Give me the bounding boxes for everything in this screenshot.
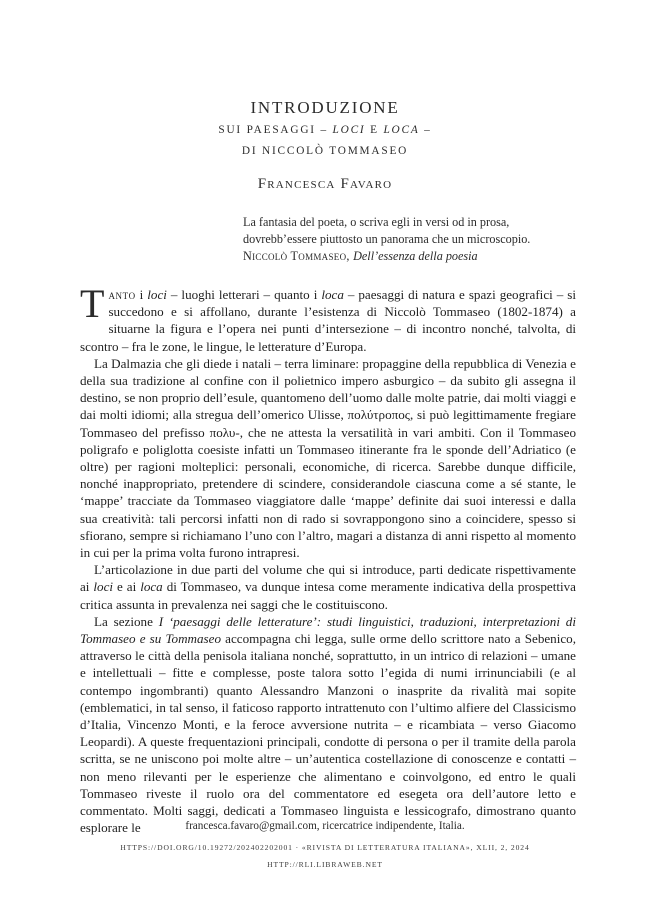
drop-cap: T [80,281,105,326]
epigraph [243,214,603,265]
author-footnote: francesca.favaro@gmail.com, ricercatrice indipendente, Italia. [185,820,465,832]
epigraph-line-1: La fantasia del poeta, o scriva egli in versi od in prosa, [243,215,510,229]
body-text [80,281,577,837]
doi-footer: HTTPS://DOI.ORG/10.19272/202402202001 · «RIVISTA DI LETTERATURA ITALIANA», XLII, 2, 2024 [120,843,530,852]
paragraph-2: La Dalmazia che gli diede i natali – terra liminare: propaggine della repubblica di Venezia e della sua tradizione al confine con il polietnico impero asburgico – da subito gli assegna il destino, se non proprio dell’esule, quantomeno dell’uomo dalle molte patrie, dai molti viaggi e dai molti idiomi; alla stregua dell’omerico Ulisse, πολύτροπος, si può legittimamente fregiare Tommaseo del prefisso πολυ-, che ne attesta la versatilità in vari ambiti. Con il Tommaseo poligrafo e poliglotta coesiste infatti un Tommaseo itinerante fra le sponde dell’Adriatico (e oltre) per ragioni molteplici: personali, economiche, di ricerca. Sarebbe dunque difficile, nonché inappropriato, pretendere di scindere, considerandole ciascuna come a sé stante, le ‘mappe’ tracciate da Tommaseo viaggiatore dalle ‘mappe’ definite dai suoi interessi e dalla sua creatività: tali percorsi infatti non di rado si sovrappongono sino a coincidere, spesso si sfiorano, sempre si richiamano l’uno con l’altro, magari a distanza di anni rispetto al momento in cui per la prima volta furono intrapresi. [80,355,576,561]
chapter-subtitle-line-1: SUI PAESAGGI – LOCI E LOCA – [218,124,432,136]
paragraph-1: Tanto i loci – luoghi letterari – quanto i loca – paesaggi di natura e spazi geografici – si succedono e si affollano, durante l’esistenza di Niccolò Tommaseo (1802-1874) a situarne la figura e l’opera nei punti d’intersezione – di incontro nonché, talvolta, di scontro – fra le zone, le lingue, le letterature d’Europa. [80,281,577,354]
paragraph-3: L’articolazione in due parti del volume che qui si introduce, parti dedicate rispettivamente ai loci e ai loca di Tommaseo, va dunque intesa come meramente indicativa della prospettiva critica assunta in prevalenza nei saggi che le costituiscono. [80,562,576,612]
paragraph-4: La sezione I ‘paesaggi delle letterature’: studi linguistici, traduzioni, interpretazioni di Tommaseo e su Tommaseo accompagna chi legga, sulle orme dello scrittore nato a Sebenico, attraverso le città della penisola italiana nonché, soprattutto, in un intrico di relazioni – umane e intellettuali – fitte e complesse, poste talora sotto l’egida di numi irrinunciabili (e al contempo ingombranti) quanto Alessandro Manzoni o inasprite da rivalità mai sopite (emblematici, in tal senso, il faticoso rapporto intrattenuto con l’ultimo alfiere del Classicismo d’Italia, Vincenzo Monti, e la feroce avversione nutrita – e ricambiata – verso Giacomo Leopardi). A queste frequentazioni principali, condotte di persona o per il tramite della parola scritta, se ne uniscono poi molte altre – un’autentica costellazione di conoscenze e contatti – non meno rilevanti per le esperienze che alimentano e coinvolgono, ed entro le quali Tommaseo riveste il ruolo ora del commentatore ed esegeta ora dell’autore letto e commentato. Molti saggi, dedicati a Tommaseo linguista e lessicografo, dimostrano quanto esplorare le [80,613,576,836]
chapter-subtitle-line-2: DI NICCOLÒ TOMMASEO [241,145,409,157]
epigraph-line-2: dovrebb’essere piuttosto un panorama che un microscopio. [243,232,531,246]
epigraph-source: Niccolò Tommaseo, Dell’essenza della poesia [243,249,478,263]
author-name: Francesca Favaro [257,176,393,192]
website-footer: HTTP://RLI.LIBRAWEB.NET [267,860,383,869]
chapter-title: INTRODUZIONE [250,98,400,117]
